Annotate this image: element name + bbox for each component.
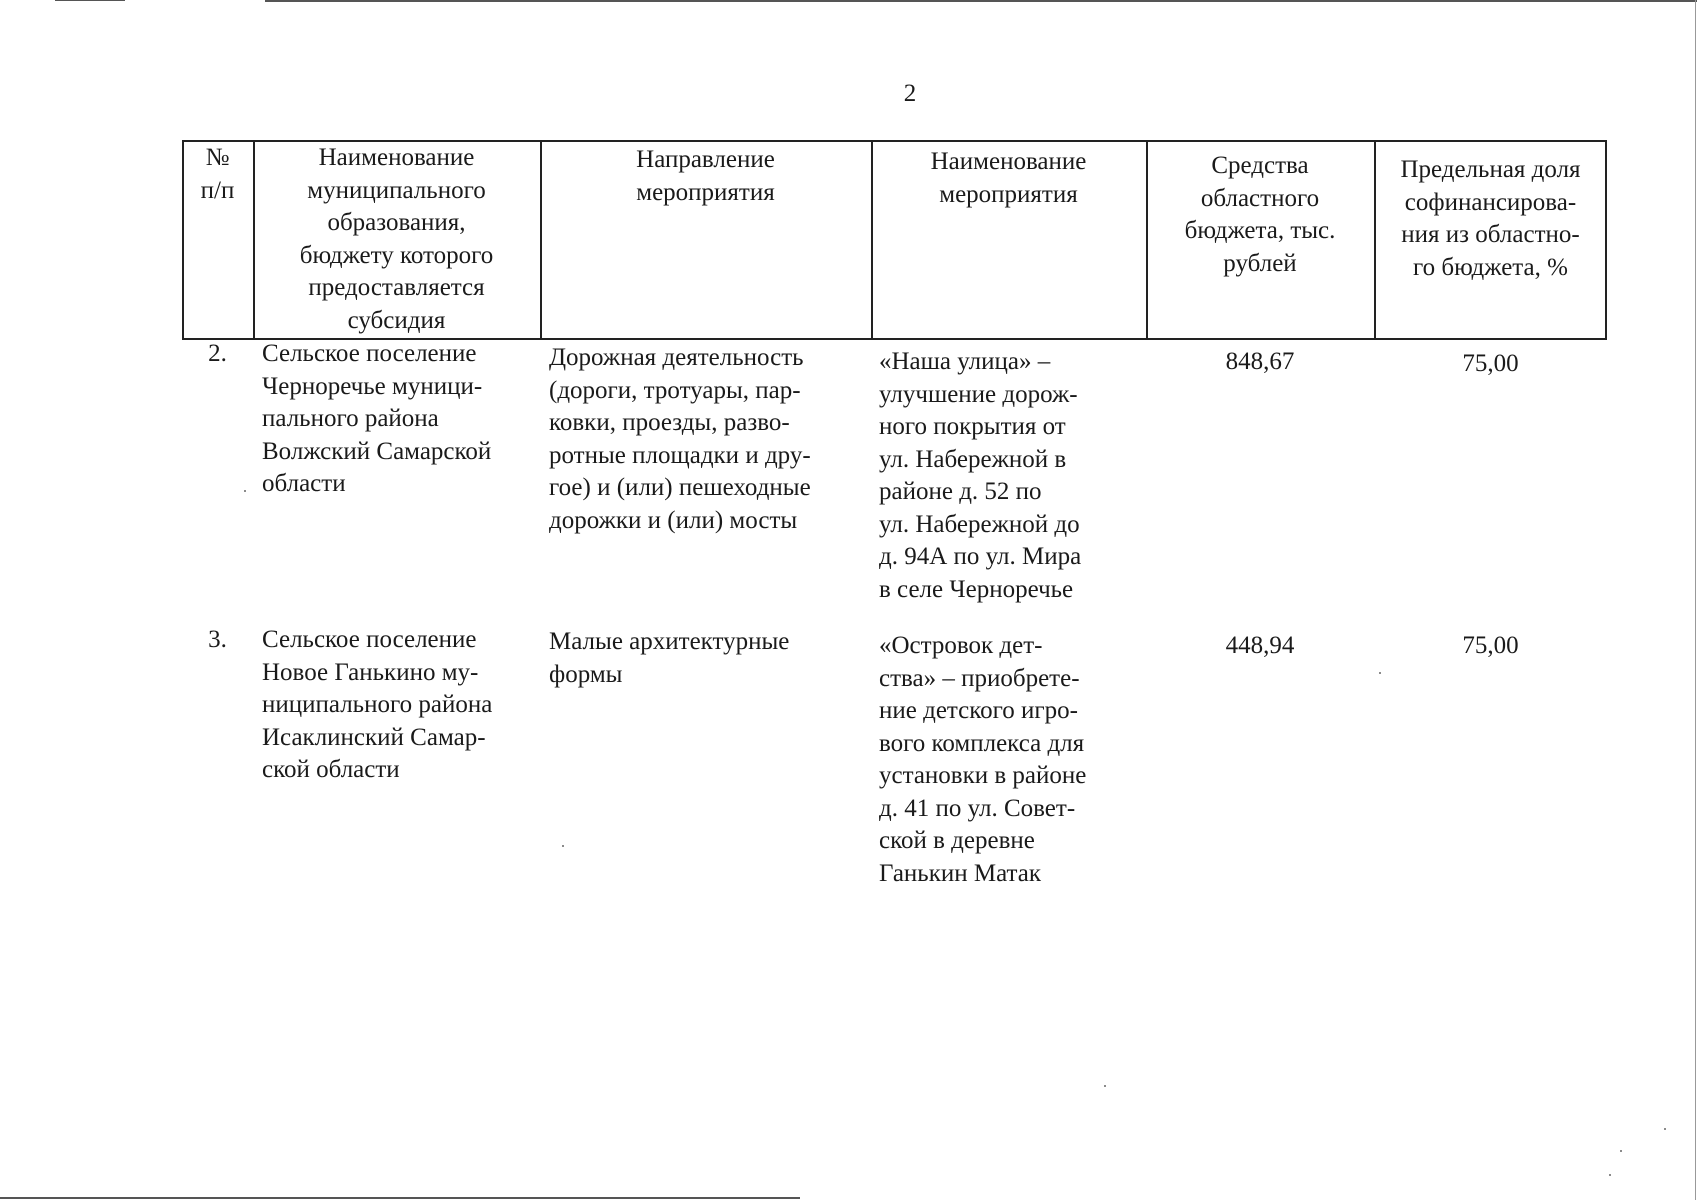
row-event: «Наша улица» – улучшение дорож- ного покрытия от ул. Набережной в районе д. 52 по ул. Набережной до д. 94А по ул. Мира в селе Черноречье [879,348,1082,603]
scan-speck [1609,1174,1611,1176]
row-direction: Дорожная деятельность (дороги, тротуары, пар- ковки, проезды, разво- ротные площадки и дру- гое) и (или) пешеходные дорожки и (или) мосты [549,344,811,534]
header-event-name: Наименование мероприятия [930,148,1087,208]
row-number: 2. [208,340,227,367]
header-regional-funds: Средства областного бюджета, тыс. рублей [1184,152,1336,277]
scan-speck [244,490,246,492]
row-number: 3. [208,626,227,653]
subsidy-table [182,140,1607,910]
scan-edge-bottom [0,1197,800,1199]
scan-speck [1104,1085,1106,1087]
header-direction: Направление мероприятия [636,146,775,206]
row-max-share: 75,00 [1462,350,1519,377]
row-regional-funds: 448,94 [1225,632,1295,659]
page-number: 2 [903,80,917,107]
row-direction: Малые архитектурные формы [549,628,790,688]
row-municipality: Сельское поселение Черноречье муници- пального района Волжский Самарской области [262,340,492,497]
row-municipality: Сельское поселение Новое Ганькино му- ниципального района Исаклинский Самар- ской области [262,626,493,783]
scan-edge-top-left [55,0,125,1]
scan-edge-top [265,0,1697,2]
header-municipality: Наименование муниципального образования, бюджету которого предоставляется субсидия [299,144,494,334]
scan-speck [1379,672,1381,674]
scan-edge-right [1695,0,1696,1200]
scan-speck [1664,1128,1666,1130]
header-number: № п/п [200,144,235,204]
row-regional-funds: 848,67 [1225,348,1295,375]
scan-speck [1620,1150,1622,1152]
scan-speck [562,845,564,847]
header-max-share: Предельная доля софинансирова- ния из областно- го бюджета, % [1400,156,1581,281]
row-event: «Островок дет- ства» – приобрете- ние детского игро- вого комплекса для установки в районе д. 41 по ул. Совет- ской в деревне Ганькин Матак [879,632,1087,887]
row-max-share: 75,00 [1462,632,1519,659]
